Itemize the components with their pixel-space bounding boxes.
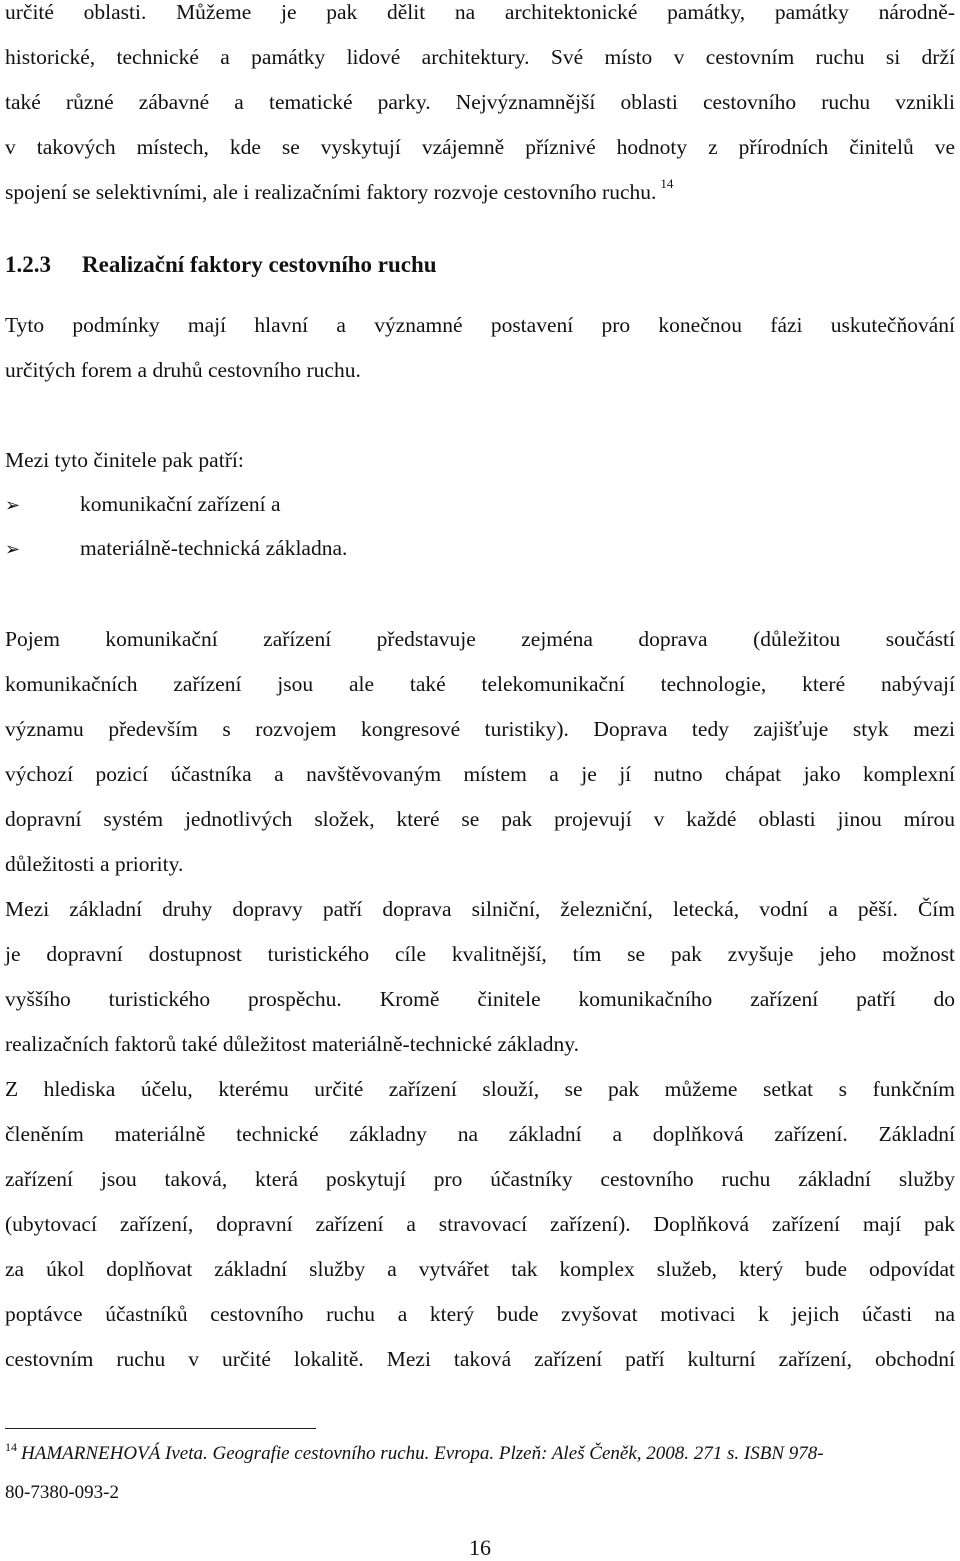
paragraph-line: v takových místech, kde se vyskytují vzájemně příznivé hodnoty z přírodních činitelů ve <box>5 135 955 159</box>
paragraph-line: určité oblasti. Můžeme je pak dělit na architektonické památky, památky národně- <box>5 0 955 24</box>
list-item <box>5 533 347 563</box>
arrow-bullet-icon: ➢ <box>5 539 21 560</box>
paragraph-line: (ubytovací zařízení, dopravní zařízení a stravovací zařízení). Doplňková zařízení mají pak <box>5 1212 955 1236</box>
paragraph-line: důležitosti a priority. <box>5 852 184 876</box>
paragraph-line: určitých forem a druhů cestovního ruchu. <box>5 358 361 382</box>
paragraph-line: cestovním ruchu v určité lokalitě. Mezi taková zařízení patří kulturní zařízení, obchodní <box>5 1347 955 1371</box>
paragraph-line: komunikačních zařízení jsou ale také telekomunikační technologie, které nabývají <box>5 672 955 696</box>
footnote-number: 14 <box>5 1440 17 1454</box>
paragraph-line: je dopravní dostupnost turistického cíle kvalitnější, tím se pak zvyšuje jeho možnost <box>5 942 955 966</box>
footnote-reference: 14 <box>660 176 674 191</box>
list-intro: Mezi tyto činitele pak patří: <box>5 448 244 472</box>
paragraph-line: historické, technické a památky lidové architektury. Své místo v cestovním ruchu si drží <box>5 45 955 69</box>
paragraph-line: Z hlediska účelu, kterému určité zařízení slouží, se pak můžeme setkat s funkčním <box>5 1077 955 1101</box>
list-item-text: komunikační zařízení a <box>80 492 281 516</box>
paragraph-line: členěním materiálně technické základny na základní a doplňková zařízení. Základní <box>5 1122 955 1146</box>
section-title: Realizační faktory cestovního ruchu <box>82 252 437 277</box>
section-heading <box>5 249 437 281</box>
page-number: 16 <box>469 1535 491 1560</box>
footnote-citation: HAMARNEHOVÁ Iveta. Geografie cestovního ruchu. Evropa. Plzeň: Aleš Čeněk, 2008. 271 s. ISBN 978- <box>21 1443 824 1464</box>
paragraph-line: Tyto podmínky mají hlavní a významné postavení pro konečnou fázi uskutečňování <box>5 313 955 337</box>
paragraph-line: významu především s rozvojem kongresové turistiky). Doprava tedy zajišťuje styk mezi <box>5 717 955 741</box>
paragraph-line-last <box>5 177 955 210</box>
paragraph-line: za úkol doplňovat základní služby a vytvářet tak komplex služeb, který bude odpovídat <box>5 1257 955 1281</box>
paragraph-text: spojení se selektivními, ale i realizačními faktory rozvoje cestovního ruchu. <box>5 180 657 204</box>
paragraph-line: výchozí pozicí účastníka a navštěvovaným místem a je jí nutno chápat jako komplexní <box>5 762 955 786</box>
paragraph-line: zařízení jsou taková, která poskytují pro účastníky cestovního ruchu základní služby <box>5 1167 955 1191</box>
list-item-text: materiálně-technická základna. <box>80 536 348 560</box>
footnote-separator <box>5 1428 316 1429</box>
paragraph-line: vyššího turistického prospěchu. Kromě činitele komunikačního zařízení patří do <box>5 987 955 1011</box>
section-number: 1.2.3 <box>5 252 51 277</box>
paragraph-line: Mezi základní druhy dopravy patří doprava silniční, železniční, letecká, vodní a pěší. Čím <box>5 897 955 921</box>
paragraph-line: také různé zábavné a tematické parky. Nejvýznamnější oblasti cestovního ruchu vznikli <box>5 90 955 114</box>
footnote <box>5 1441 824 1468</box>
paragraph-line: Pojem komunikační zařízení představuje zejména doprava (důležitou součástí <box>5 627 955 651</box>
list-item <box>5 489 281 519</box>
arrow-bullet-icon: ➢ <box>5 495 21 516</box>
footnote-continuation: 80-7380-093-2 <box>5 1482 119 1503</box>
paragraph-line: realizačních faktorů také důležitost materiálně-technické základny. <box>5 1032 580 1056</box>
paragraph-line: poptávce účastníků cestovního ruchu a který bude zvyšovat motivaci k jejich účasti na <box>5 1302 955 1326</box>
paragraph-line: dopravní systém jednotlivých složek, které se pak projevují v každé oblasti jinou mírou <box>5 807 955 831</box>
